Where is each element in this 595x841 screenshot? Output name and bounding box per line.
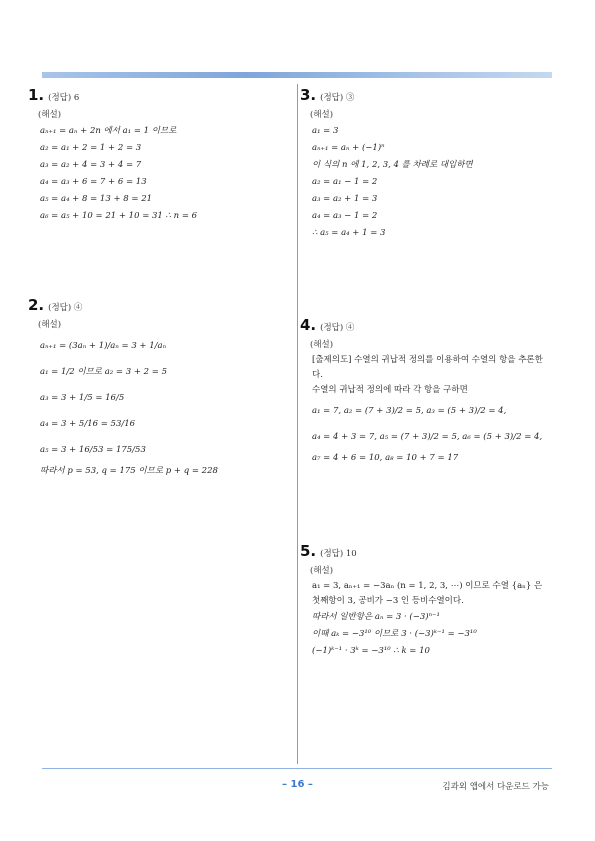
explanation-label: (해설): [310, 110, 334, 120]
explanation-label: (해설): [310, 566, 334, 576]
solution-line: a₁ = 3: [312, 126, 339, 136]
solution-line: a₁ = 1/2 이므로 a₂ = 3 + 2 = 5: [40, 367, 167, 377]
answer: (정답) ③: [320, 93, 355, 103]
solution-line: (−1)ᵏ⁻¹ · 3ᵏ = −3¹⁰ ∴ k = 10: [312, 646, 430, 656]
solution-line: a₃ = 3 + 1/5 = 16/5: [40, 393, 125, 403]
problem-number: 1.: [28, 86, 45, 104]
footer-note: 김과외 앱에서 다운로드 가능: [442, 782, 549, 792]
problem-5: [300, 542, 552, 660]
solution-line: a₅ = 3 + 16/53 = 175/53: [40, 445, 146, 455]
problem-number: 5.: [300, 542, 317, 560]
column-divider: [297, 84, 298, 764]
problem-number: 3.: [300, 86, 317, 104]
explanation-label: (해설): [38, 110, 62, 120]
solution-line: 따라서 일반항은 aₙ = 3 · (−3)ⁿ⁻¹: [312, 612, 440, 622]
footer-divider: [42, 768, 552, 769]
explanation-label: (해설): [310, 340, 334, 350]
solution-line: 이때 aₖ = −3¹⁰ 이므로 3 · (−3)ᵏ⁻¹ = −3¹⁰: [312, 629, 477, 639]
problem-number: 4.: [300, 316, 317, 334]
explanation-label: (해설): [38, 320, 62, 330]
answer: (정답) 6: [48, 93, 80, 103]
solution-line: a₄ = 3 + 5/16 = 53/16: [40, 419, 136, 429]
header-bar: [42, 72, 552, 78]
solution-line: a₇ = 4 + 6 = 10, a₈ = 10 + 7 = 17: [312, 453, 459, 463]
solution-line: aₙ₊₁ = (3aₙ + 1)/aₙ = 3 + 1/aₙ: [40, 341, 167, 351]
problem-3: [300, 86, 555, 242]
solution-line: a₄ = a₃ + 6 = 7 + 6 = 13: [40, 177, 147, 187]
solution-line: a₆ = a₅ + 10 = 21 + 10 = 31 ∴ n = 6: [40, 211, 198, 221]
solution-line: a₅ = a₄ + 8 = 13 + 8 = 21: [40, 194, 153, 204]
solution-line: 수열의 귀납적 정의에 따라 각 항을 구하면: [312, 385, 468, 395]
solution-line: 따라서 p = 53, q = 175 이므로 p + q = 228: [40, 466, 218, 476]
problem-2: [28, 296, 288, 480]
problem-4: [300, 316, 552, 467]
solution-line: a₃ = a₂ + 4 = 3 + 4 = 7: [40, 160, 142, 170]
solution-line: a₃ = a₂ + 1 = 3: [312, 194, 378, 204]
problem-number: 2.: [28, 296, 45, 314]
answer: (정답) ④: [48, 303, 83, 313]
solution-line: [출제의도] 수열의 귀납적 정의를 이용하여 수열의 항을 추론한다.: [312, 355, 543, 380]
solution-line: ∴ a₅ = a₄ + 1 = 3: [312, 228, 386, 238]
solution-line: a₂ = a₁ − 1 = 2: [312, 177, 378, 187]
solution-line: 이 식의 n 에 1, 2, 3, 4 를 차례로 대입하면: [312, 160, 473, 170]
solution-line: a₂ = a₁ + 2 = 1 + 2 = 3: [40, 143, 142, 153]
solution-line: a₄ = 4 + 3 = 7, a₅ = (7 + 3)/2 = 5, a₆ = (5 + 3)/2 = 4,: [312, 432, 543, 442]
answer: (정답) 10: [320, 549, 357, 559]
solution-line: a₁ = 3, aₙ₊₁ = −3aₙ (n = 1, 2, 3, ⋯) 이므로 수열 {aₙ} 은 첫째항이 3, 공비가 −3 인 등비수열이다.: [312, 581, 543, 606]
problem-1: [28, 86, 288, 225]
solution-line: a₄ = a₃ − 1 = 2: [312, 211, 378, 221]
solution-line: aₙ₊₁ = aₙ + (−1)ⁿ: [312, 143, 385, 153]
answer: (정답) ④: [320, 323, 355, 333]
solution-line: aₙ₊₁ = aₙ + 2n 에서 a₁ = 1 이므로: [40, 126, 177, 136]
solution-line: a₁ = 7, a₂ = (7 + 3)/2 = 5, a₃ = (5 + 3)/2 = 4,: [312, 406, 507, 416]
page-number: – 16 –: [282, 779, 313, 790]
